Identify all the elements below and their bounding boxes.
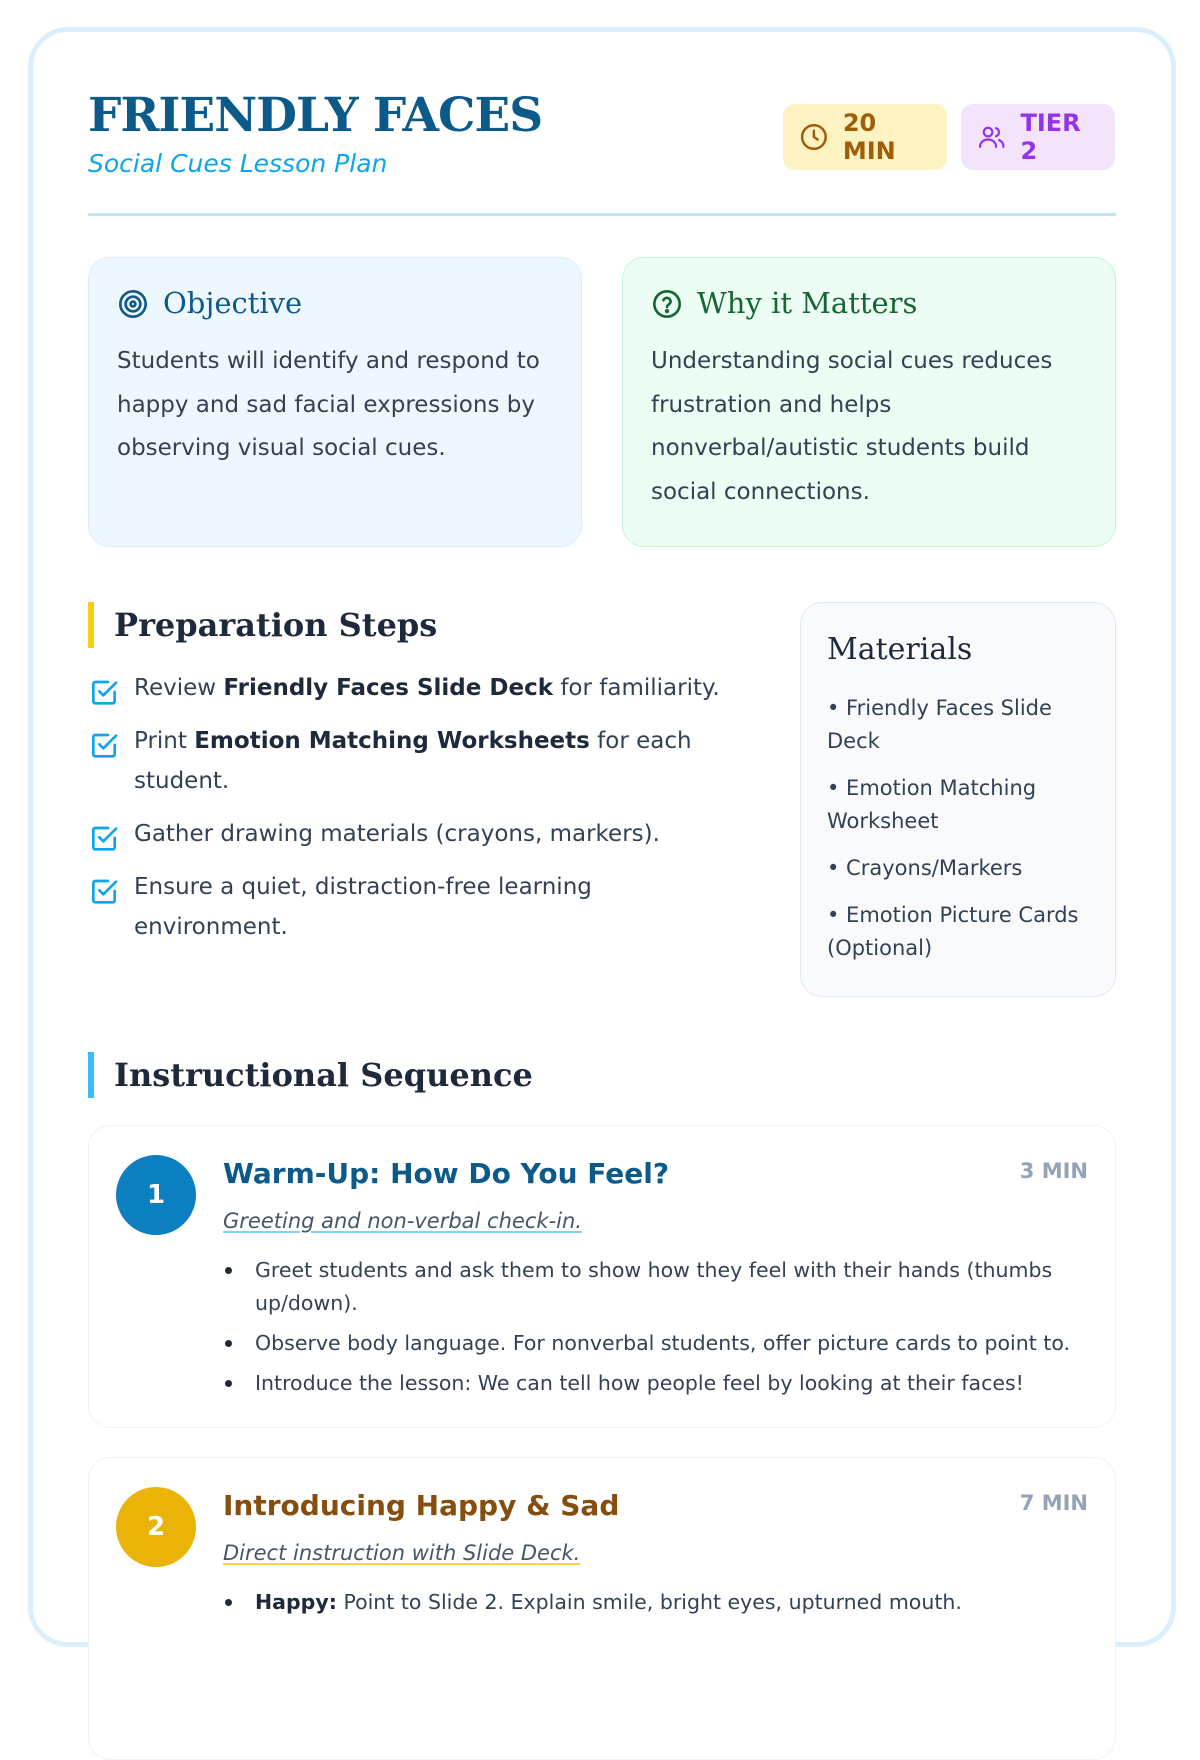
preparation-heading: Preparation Steps — [88, 602, 437, 648]
tier-label: TIER 2 — [1020, 109, 1081, 165]
clock-icon — [799, 121, 829, 153]
why-it-matters-box — [622, 257, 1116, 547]
objective-text: Students will identify and respond to happy and sad facial expressions by observing visual social cues. — [117, 348, 540, 461]
sequence-step — [88, 1125, 1116, 1428]
materials-list — [827, 692, 1089, 965]
preparation-list — [88, 668, 748, 960]
why-text: Understanding social cues reduces frustration and helps nonverbal/autistic students build social connections. — [651, 348, 1053, 505]
step-bullets — [223, 1254, 1085, 1407]
step-bullet: Greet students and ask them to show how they feel with their hands (thumbs up/down). — [223, 1254, 1085, 1320]
step-bullet: Happy: Point to Slide 2. Explain smile, bright eyes, upturned mouth. — [223, 1586, 1085, 1619]
step-title: Introducing Happy & Sad — [223, 1489, 620, 1522]
step-title: Warm-Up: How Do You Feel? — [223, 1157, 670, 1190]
page-title: FRIENDLY FACES — [88, 88, 543, 143]
objective-box — [88, 257, 582, 547]
materials-box — [800, 602, 1116, 997]
page-subtitle: Social Cues Lesson Plan — [88, 149, 388, 178]
duration-label: 20 MIN — [842, 109, 896, 165]
checkbox-checked-icon — [88, 676, 120, 708]
duration-badge — [783, 104, 947, 170]
sequence-heading: Instructional Sequence — [88, 1052, 533, 1098]
material-item: • Emotion Matching Worksheet — [827, 776, 1037, 833]
step-subtitle: Direct instruction with Slide Deck. — [223, 1541, 581, 1565]
why-heading: Why it Matters — [651, 288, 1087, 320]
question-circle-icon — [651, 288, 683, 320]
step-number: 2 — [116, 1487, 196, 1567]
checkbox-checked-icon — [88, 822, 120, 854]
sequence-step — [88, 1457, 1116, 1760]
checkbox-checked-icon — [88, 729, 120, 761]
material-item: • Friendly Faces Slide Deck — [827, 696, 1052, 753]
step-duration: 3 MIN — [1019, 1159, 1088, 1183]
tier-badge — [961, 104, 1115, 170]
prep-item: Print Emotion Matching Worksheets for each student. — [88, 721, 748, 801]
material-item: • Crayons/Markers — [827, 856, 1023, 880]
step-bullets — [223, 1586, 1085, 1626]
step-bullet: Introduce the lesson: We can tell how people feel by looking at their faces! — [223, 1367, 1085, 1400]
step-subtitle: Greeting and non-verbal check-in. — [223, 1209, 582, 1233]
header-divider — [88, 213, 1116, 216]
target-icon — [117, 288, 149, 320]
prep-item: Ensure a quiet, distraction-free learning environment. — [88, 867, 748, 947]
prep-item: Gather drawing materials (crayons, markers). — [88, 814, 748, 854]
material-item: • Emotion Picture Cards (Optional) — [827, 903, 1079, 960]
objective-heading: Objective — [117, 288, 553, 320]
step-number: 1 — [116, 1155, 196, 1235]
step-bullet: Observe body language. For nonverbal students, offer picture cards to point to. — [223, 1327, 1085, 1360]
users-icon — [977, 121, 1006, 153]
materials-heading: Materials — [827, 632, 973, 667]
step-duration: 7 MIN — [1019, 1491, 1088, 1515]
prep-item: Review Friendly Faces Slide Deck for familiarity. — [88, 668, 748, 708]
checkbox-checked-icon — [88, 875, 120, 907]
